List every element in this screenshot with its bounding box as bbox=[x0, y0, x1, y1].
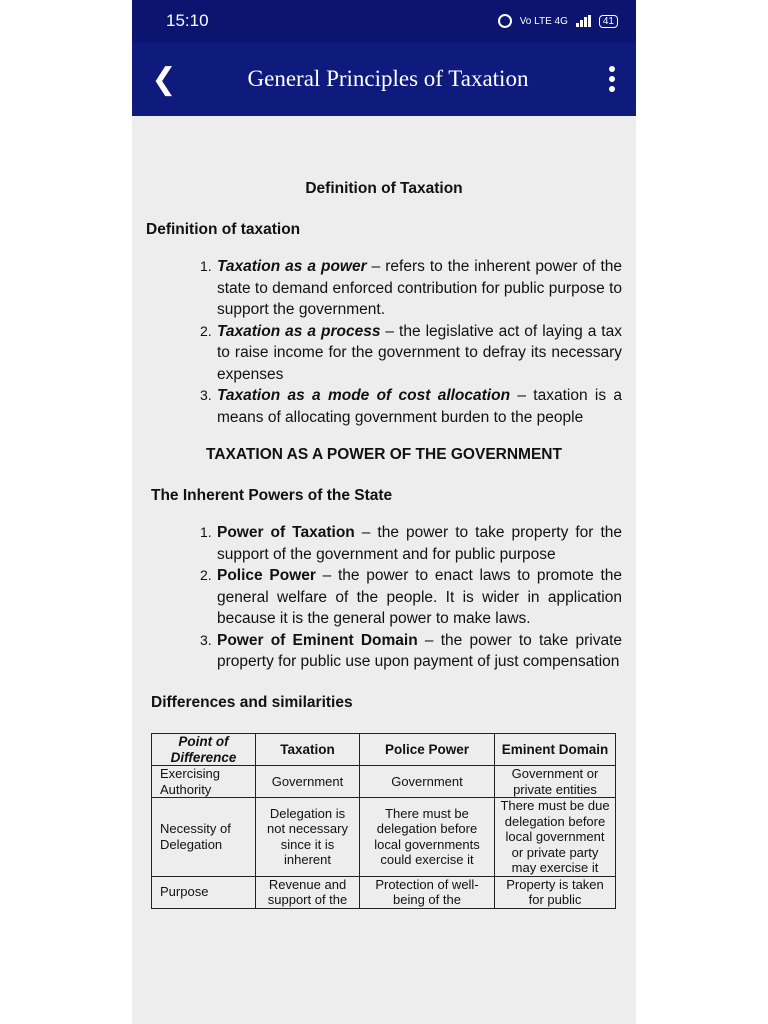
table-header: Eminent Domain bbox=[495, 734, 616, 766]
table-header: Police Power bbox=[360, 734, 495, 766]
section-heading-inherent-powers: The Inherent Powers of the State bbox=[151, 486, 393, 504]
table-cell: There must be delegation before local governments could exercise it bbox=[360, 798, 495, 877]
status-time: 15:10 bbox=[166, 11, 209, 30]
more-vert-icon bbox=[609, 66, 615, 72]
section-heading-differences: Differences and similarities bbox=[151, 693, 353, 711]
table-cell: Government or private entities bbox=[495, 766, 616, 798]
section-heading-definition: Definition of taxation bbox=[146, 220, 301, 238]
list-item: 3. Power of Eminent Domain – the power to take private property for public use upon payment of just compensation bbox=[200, 631, 623, 670]
term: Power of Eminent Domain bbox=[217, 631, 418, 649]
list-item: 2. Taxation as a process – the legislative act of laying a tax to raise income for the government to defray its necessary expenses bbox=[200, 322, 622, 383]
signal-icon bbox=[576, 15, 591, 27]
term: Taxation as a mode of cost allocation bbox=[217, 387, 511, 404]
term: Power of Taxation bbox=[217, 524, 355, 541]
table-row bbox=[152, 876, 616, 908]
table-cell: Protection of well-being of the bbox=[360, 876, 495, 908]
section-heading-power: TAXATION AS A POWER OF THE GOVERNMENT bbox=[206, 446, 562, 463]
table-header: Point of Difference bbox=[152, 734, 256, 766]
status-bar bbox=[132, 0, 636, 42]
table-cell: Exercising Authority bbox=[152, 766, 256, 798]
chevron-left-icon: ❮ bbox=[151, 62, 177, 96]
table-cell: Government bbox=[360, 766, 495, 798]
battery-icon: 41 bbox=[599, 15, 618, 28]
table-cell: Revenue and support of the bbox=[256, 876, 360, 908]
network-label: Vo LTE 4G bbox=[519, 15, 568, 27]
table-cell: Property is taken for public bbox=[495, 876, 616, 908]
alarm-icon bbox=[498, 14, 512, 28]
page-title: General Principles of Taxation bbox=[247, 66, 529, 91]
term: Police Power bbox=[217, 567, 316, 584]
document-content bbox=[132, 178, 636, 909]
table-header: Taxation bbox=[256, 734, 360, 766]
table-cell: Purpose bbox=[152, 876, 256, 908]
powers-list bbox=[200, 522, 623, 673]
differences-table bbox=[151, 733, 616, 909]
list-item: 3. Taxation as a mode of cost allocation – taxation is a means of allocating government burden to the people bbox=[200, 387, 622, 426]
overflow-menu-button[interactable] bbox=[592, 55, 632, 103]
list-item: 1. Power of Taxation – the power to take property for the support of the government and for public purpose bbox=[200, 524, 622, 563]
term: Taxation as a power bbox=[217, 258, 367, 275]
list-item: 1. Taxation as a power – refers to the inherent power of the state to demand enforced contribution for public purpose to support the government. bbox=[200, 258, 622, 318]
doc-title: Definition of Taxation bbox=[305, 180, 463, 197]
phone-screen bbox=[132, 0, 636, 1024]
list-item: 2. Police Power – the power to enact laws to promote the general welfare of the people. It is wider in application because it is the general power to make laws. bbox=[200, 567, 623, 627]
app-bar bbox=[132, 42, 636, 116]
term: Taxation as a process bbox=[217, 322, 381, 340]
back-button[interactable] bbox=[140, 55, 188, 103]
table-header-row bbox=[152, 734, 616, 766]
table-cell: Delegation is not necessary since it is inherent bbox=[256, 798, 360, 877]
table-cell: Government bbox=[256, 766, 360, 798]
table-cell: Necessity of Delegation bbox=[152, 798, 256, 877]
status-icons bbox=[498, 14, 618, 28]
table-row bbox=[152, 766, 616, 798]
table-cell: There must be due delegation before local government or private party may exercise it bbox=[495, 798, 616, 877]
table-container bbox=[146, 713, 622, 909]
definitions-list bbox=[200, 256, 622, 428]
table-row bbox=[152, 798, 616, 877]
